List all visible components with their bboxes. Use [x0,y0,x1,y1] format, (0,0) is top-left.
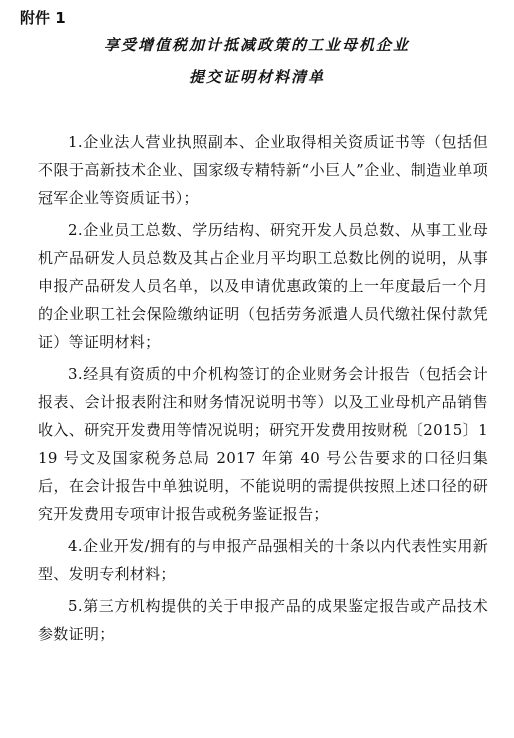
paragraph-5: 5.第三方机构提供的关于申报产品的成果鉴定报告或产品技术参数证明； [38,597,488,643]
document-body [38,128,488,652]
paragraph-3: 3.经具有资质的中介机构签订的企业财务会计报告（包括会计报表、会计报表附注和财务情况说明书等）以及工业母机产品销售收入、研究开发费用等情况说明；研究开发费用按财税〔2015〕119 号文及国家税务总局 2017 年第 40 号公告要求的口径归集后，在会计报告中单独说明，不能说明的需提供按照上述口径的研究开发费用专项审计报告或税务鉴证报告； [38,365,488,523]
document-title-line-1: 享受增值税加计抵减政策的工业母机企业 [103,36,410,54]
paragraph-4: 4.企业开发/拥有的与申报产品强相关的十条以内代表性实用新型、发明专利材料； [38,537,488,583]
paragraph-2: 2.企业员工总数、学历结构、研究开发人员总数、从事工业母机产品研发人员总数及其占企业月平均职工总数比例的说明，从事申报产品研发人员名单，以及申请优惠政策的上一年度最后一个月的企业职工社会保险缴纳证明（包括劳务派遣人员代缴社保付款凭证）等证明材料； [38,221,488,351]
paragraph-1: 1.企业法人营业执照副本、企业取得相关资质证书等（包括但不限于高新技术企业、国家级专精特新“小巨人”企业、制造业单项冠军企业等资质证书）； [38,133,488,207]
document-title-line-2: 提交证明材料清单 [188,68,325,86]
attachment-label: 附件 1 [20,9,66,27]
